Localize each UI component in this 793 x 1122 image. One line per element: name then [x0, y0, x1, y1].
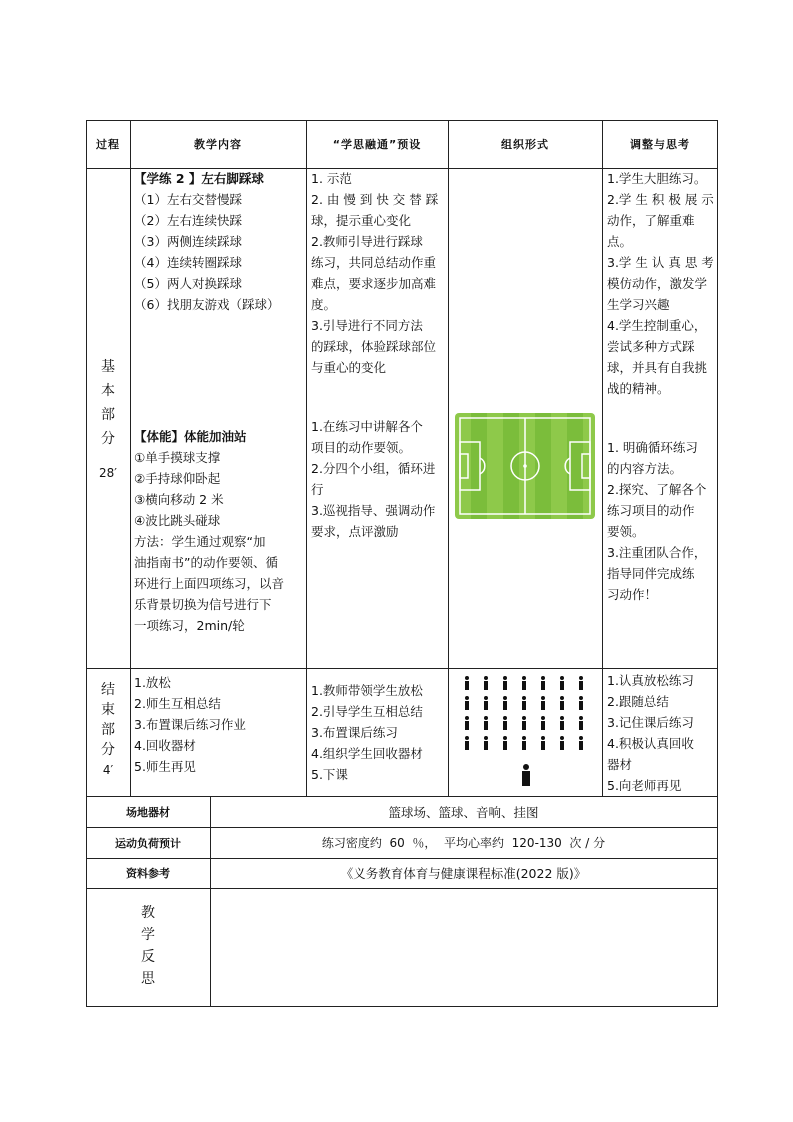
content-line: （6）找朋友游戏（踩球）	[134, 297, 280, 312]
content-line: 3.布置课后练习作业	[134, 717, 246, 732]
reflect-char: 反	[141, 949, 155, 965]
preset-line: 要求，点评激励	[311, 524, 399, 539]
content-line: 1.放松	[134, 675, 171, 690]
adjust-line: 指导同伴完成练	[607, 566, 695, 581]
student-figure-icon	[559, 696, 565, 710]
student-figure-icon	[464, 676, 470, 690]
content-line: 【学练 2 】左右脚踩球	[134, 171, 264, 186]
content-line: ③横向移动 2 米	[134, 492, 224, 507]
col-divider-1	[130, 120, 131, 797]
ending-stage-time: 4′	[102, 763, 114, 777]
content-line: 乐背景切换为信号进行下	[134, 597, 272, 612]
basic-content-top	[134, 168, 306, 315]
content-line: ①单手摸球支撑	[134, 450, 221, 465]
content-line: 环进行上面四项练习，以音	[134, 576, 285, 591]
student-figure-icon	[464, 716, 470, 730]
adjust-line: 动作，了解重难	[607, 213, 695, 228]
reflect-char: 教	[141, 905, 155, 921]
basic-content-bottom	[134, 426, 306, 636]
adjust-line: 练习项目的动作	[607, 503, 695, 518]
student-figure-icon	[578, 696, 584, 710]
adjust-line: 的内容方法。	[607, 461, 683, 476]
content-line: 4.回收器材	[134, 738, 196, 753]
adjust-line: 3.学 生 认 真 思 考	[607, 255, 714, 270]
student-figure-icon	[559, 736, 565, 750]
student-formation-diagram	[448, 668, 602, 796]
adjust-line: 生学习兴趣	[607, 297, 670, 312]
basic-stage-label	[86, 355, 130, 485]
student-figure-icon	[578, 716, 584, 730]
table-border-bottom	[86, 1006, 718, 1007]
adjust-line: 球，并具有自我挑	[607, 360, 708, 375]
teacher-figure-icon	[521, 764, 531, 786]
header-process: 过程	[96, 138, 120, 151]
table-border-right	[717, 120, 718, 1007]
adjust-line: 1. 明确循环练习	[607, 440, 698, 455]
student-figure-icon	[540, 736, 546, 750]
student-figure-icon	[559, 716, 565, 730]
student-figure-icon	[502, 676, 508, 690]
student-figure-icon	[502, 736, 508, 750]
adjust-line: 1.学生大胆练习。	[607, 171, 707, 186]
adjust-line: 2.跟随总结	[607, 694, 669, 709]
stage-char: 结	[101, 682, 115, 698]
student-figure-icon	[521, 736, 527, 750]
content-line: ②手持球仰卧起	[134, 471, 221, 486]
student-figure-icon	[521, 716, 527, 730]
preset-line: 的踩球，体验踩球部位	[311, 339, 437, 354]
student-figure-icon	[483, 736, 489, 750]
preset-line: 5.下课	[311, 767, 348, 782]
adjust-line: 习动作！	[607, 587, 658, 602]
field-lines	[455, 413, 595, 519]
preset-line: 难点，要求逐步加高难	[311, 276, 437, 291]
stage-char: 分	[101, 742, 115, 758]
preset-line: 2. 由 慢 到 快 交 替 踩	[311, 192, 439, 207]
preset-line: 1. 示范	[311, 171, 352, 186]
adjust-line: 2.探究、了解各个	[607, 482, 707, 497]
adjust-line: 尝试多种方式踩	[607, 339, 695, 354]
adjust-line: 点。	[607, 234, 633, 249]
reference-label: 资料参考	[126, 867, 170, 880]
basic-preset-bottom	[311, 416, 447, 542]
adjust-line: 4.积极认真回收	[607, 736, 694, 751]
preset-line: 练习，共同总结动作重	[311, 255, 437, 270]
adjust-line: 3.注重团队合作，	[607, 545, 707, 560]
preset-line: 2.引导学生互相总结	[311, 704, 423, 719]
student-figure-icon	[502, 716, 508, 730]
venue-label: 场地器材	[126, 805, 170, 819]
student-figure-icon	[521, 676, 527, 690]
preset-line: 球，提示重心变化	[311, 213, 412, 228]
content-line: （1）左右交替慢踩	[134, 192, 242, 207]
reference-value: 《义务教育体育与健康课程标准(2022 版)》	[340, 866, 587, 881]
content-line: 【体能】体能加油站	[134, 429, 247, 444]
adjust-line: 战的精神。	[607, 381, 670, 396]
stage-char: 部	[101, 722, 115, 738]
stage-char: 束	[101, 702, 115, 718]
student-figure-icon	[540, 716, 546, 730]
ending-stage-label	[86, 680, 130, 780]
student-figure-icon	[464, 736, 470, 750]
student-figure-icon	[559, 676, 565, 690]
stage-char: 分	[101, 431, 115, 447]
content-line: 5.师生再见	[134, 759, 196, 774]
basic-divider	[86, 668, 718, 669]
content-line: ④波比跳头碰球	[134, 513, 221, 528]
basic-adjust-bottom	[607, 437, 717, 605]
reflect-char: 学	[141, 927, 155, 943]
col-divider-2	[306, 120, 307, 797]
stage-char: 基	[101, 359, 115, 375]
adjust-line: 1.认真放松练习	[607, 673, 694, 688]
content-line: 一项练习，2min/轮	[134, 618, 245, 633]
teaching-reflection-area	[211, 889, 717, 1006]
load-label: 运动负荷预计	[115, 836, 181, 850]
student-figure-icon	[483, 716, 489, 730]
adjust-line: 模仿动作，激发学	[607, 276, 708, 291]
student-figure-icon	[464, 696, 470, 710]
stage-char: 部	[101, 407, 115, 423]
load-value: 练习密度约 60 ％， 平均心率约 120-130 次 / 分	[321, 836, 606, 850]
preset-line: 2.分四个小组，循环进	[311, 461, 436, 476]
content-line: （4）连续转圈踩球	[134, 255, 242, 270]
adjust-line: 器材	[607, 757, 633, 772]
content-line: 油指南书”的动作要领、循	[134, 555, 278, 570]
preset-line: 与重心的变化	[311, 360, 387, 375]
ending-content	[134, 672, 306, 777]
student-figure-icon	[502, 696, 508, 710]
student-figure-icon	[483, 676, 489, 690]
adjust-line: 4.学生控制重心，	[607, 318, 707, 333]
content-line: （2）左右连续快踩	[134, 213, 242, 228]
student-figure-icon	[578, 736, 584, 750]
preset-line: 项目的动作要领。	[311, 440, 412, 455]
preset-line: 1.教师带领学生放松	[311, 683, 423, 698]
stage-char: 本	[101, 383, 115, 399]
student-figure-icon	[578, 676, 584, 690]
venue-value: 篮球场、篮球、音响、挂图	[388, 804, 539, 820]
preset-line: 度。	[311, 297, 337, 312]
student-figure-icon	[540, 696, 546, 710]
student-figure-icon	[540, 676, 546, 690]
student-figure-icon	[483, 696, 489, 710]
preset-line: 4.组织学生回收器材	[311, 746, 423, 761]
basic-adjust-top	[607, 168, 717, 399]
header-teaching-content: 教学内容	[194, 138, 242, 151]
preset-line: 1.在练习中讲解各个	[311, 419, 423, 434]
preset-line: 3.引导进行不同方法	[311, 318, 423, 333]
header-preset: “学思融通”预设	[332, 138, 422, 151]
content-line: 方法：学生通过观察“加	[134, 534, 266, 549]
teaching-reflection-label	[86, 902, 210, 990]
preset-line: 行	[311, 482, 324, 497]
ending-preset	[311, 680, 447, 785]
adjust-line: 3.记住课后练习	[607, 715, 694, 730]
content-line: （5）两人对换踩球	[134, 276, 242, 291]
football-field-diagram	[455, 413, 595, 519]
col-divider-4	[602, 120, 603, 797]
content-line: （3）两侧连续踩球	[134, 234, 242, 249]
student-figure-icon	[521, 696, 527, 710]
header-organization: 组织形式	[501, 138, 549, 151]
preset-line: 3.巡视指导、强调动作	[311, 503, 436, 518]
header-adjustment: 调整与思考	[630, 138, 690, 151]
basic-preset-top	[311, 168, 447, 378]
adjust-line: 要领。	[607, 524, 645, 539]
adjust-line: 2.学 生 积 极 展 示	[607, 192, 714, 207]
content-line: 2.师生互相总结	[134, 696, 221, 711]
adjust-line: 5.向老师再见	[607, 778, 682, 793]
ending-adjust	[607, 670, 717, 796]
preset-line: 3.布置课后练习	[311, 725, 398, 740]
reflect-char: 思	[141, 971, 155, 987]
basic-stage-time: 28′	[99, 466, 117, 480]
preset-line: 2.教师引导进行踩球	[311, 234, 423, 249]
